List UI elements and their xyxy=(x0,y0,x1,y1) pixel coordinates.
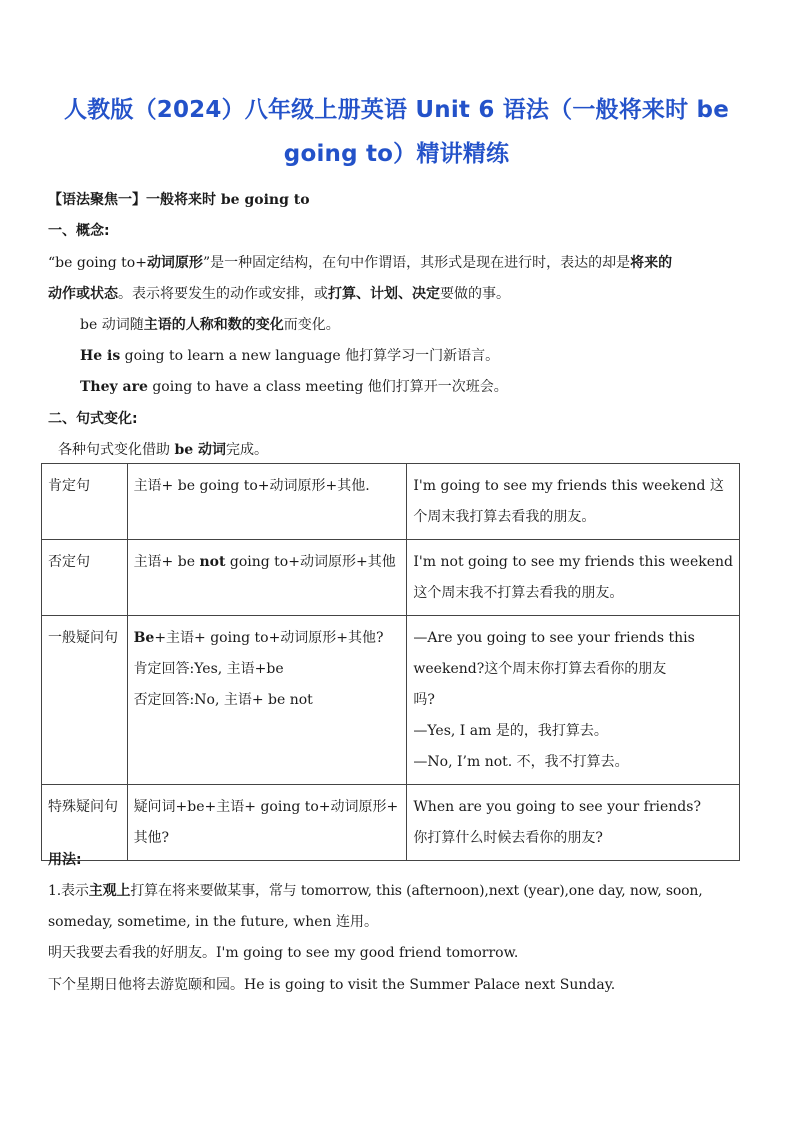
bold-span: Be xyxy=(133,630,155,646)
bold-span: He is xyxy=(80,348,121,364)
example-text: 这个周末我不打算去看我的朋友。 xyxy=(413,585,624,601)
text-span: going to learn a new language 他打算学习一门新语言。 xyxy=(120,348,500,364)
usage-heading: 用法: xyxy=(48,852,82,868)
bold-span: 主语的人称和数的变化 xyxy=(143,317,284,333)
bold-span: 将来的 xyxy=(630,255,673,271)
text-span: 打算在将来要做某事，常与 tomorrow, this (afternoon),next (year),one day, now, soon, xyxy=(130,883,703,899)
table-row xyxy=(42,464,740,540)
structure-text: 主语+ be going to+动词原形+其他. xyxy=(133,478,370,494)
text-span: going to+动词原形+其他 xyxy=(225,554,396,570)
bold-span: be 动词 xyxy=(174,442,227,458)
usage-paragraph-line-2: someday, sometime, in the future, when 连用。 xyxy=(48,914,378,930)
table-cell-structure xyxy=(127,540,407,616)
example-text: When are you going to see your friends? xyxy=(413,799,701,815)
text-span: 1.表示 xyxy=(48,883,89,899)
structure-text: 疑问词+be+主语+ going to+动词原形+ xyxy=(133,799,399,815)
example-text: 吗? xyxy=(413,692,435,708)
example-text: weekend?这个周末你打算去看你的朋友 xyxy=(413,661,667,677)
title-line-2: going to）精讲精练 xyxy=(283,141,510,167)
concept-paragraph-line-2 xyxy=(48,284,753,304)
example-text: I'm going to see my friends this weekend 这 xyxy=(413,478,724,494)
example-text: —No, I’m not. 不，我不打算去。 xyxy=(413,754,629,770)
text-span: ”是一种固定结构，在句中作谓语，其形式是现在进行时，表达的却是 xyxy=(202,255,631,271)
sentence-type-label: 否定句 xyxy=(48,554,90,570)
concept-paragraph-line-1 xyxy=(48,253,753,273)
title-line-1: 人教版（2024）八年级上册英语 Unit 6 语法（一般将来时 be xyxy=(63,97,730,123)
text-span: 而变化。 xyxy=(283,317,340,333)
bold-span: 动词原形 xyxy=(146,255,203,271)
bold-span: not xyxy=(199,554,226,570)
table-cell-type xyxy=(42,616,128,785)
table-cell-structure xyxy=(127,616,407,785)
document-title xyxy=(40,88,753,176)
structure-text: 其他? xyxy=(133,830,170,846)
focus-heading: 【语法聚焦一】一般将来时 be going to xyxy=(48,192,310,208)
text-span: going to have a class meeting 他们打算开一次班会。 xyxy=(147,379,508,395)
sentence-type-label: 一般疑问句 xyxy=(48,630,118,646)
example-text: —Are you going to see your friends this xyxy=(413,630,695,646)
sentence-type-label: 特殊疑问句 xyxy=(48,799,118,815)
bold-span: 动作或状态 xyxy=(48,286,118,302)
text-span: 主语+ be xyxy=(133,554,200,570)
text-span: 各种句式变化借助 xyxy=(58,442,175,458)
structure-text xyxy=(134,623,401,654)
example-text: I'm not going to see my friends this weekend xyxy=(413,554,733,570)
text-span: “be going to+ xyxy=(48,255,147,271)
negative-answer-text: 否定回答:No, 主语+ be not xyxy=(133,692,313,708)
usage-paragraph-line-1 xyxy=(48,881,753,901)
text-span: be 动词随 xyxy=(80,317,144,333)
usage-example-2: 下个星期日他将去游览颐和园。He is going to visit the Summer Palace next Sunday. xyxy=(48,977,616,993)
example-text: 个周末我打算去看我的朋友。 xyxy=(413,509,596,525)
text-span: +主语+ going to+动词原形+其他? xyxy=(154,630,384,646)
sentence-change-heading: 二、句式变化: xyxy=(48,411,138,427)
table-cell-structure xyxy=(127,464,407,540)
table-cell-example xyxy=(407,540,740,616)
table-cell-example xyxy=(407,464,740,540)
example-sentence-1 xyxy=(80,346,785,366)
sentence-pattern-table xyxy=(41,463,740,861)
text-span: 要做的事。 xyxy=(440,286,510,302)
concept-paragraph-line-3 xyxy=(80,315,785,335)
example-text: 你打算什么时候去看你的朋友? xyxy=(413,830,603,846)
text-span: 完成。 xyxy=(226,442,269,458)
affirmative-answer-text: 肯定回答:Yes, 主语+be xyxy=(133,661,284,677)
example-sentence-2 xyxy=(80,377,785,397)
usage-example-1: 明天我要去看我的好朋友。I'm going to see my good friend tomorrow. xyxy=(48,945,519,961)
table-cell-example xyxy=(407,616,740,785)
sentence-change-intro xyxy=(58,440,763,460)
table-row xyxy=(42,616,740,785)
bold-span: They are xyxy=(80,379,148,395)
sentence-type-label: 肯定句 xyxy=(48,478,90,494)
bold-span: 打算、计划、决定 xyxy=(328,286,440,302)
concept-heading: 一、概念: xyxy=(48,223,110,239)
example-text: —Yes, I am 是的，我打算去。 xyxy=(413,723,608,739)
structure-text xyxy=(134,547,401,578)
bold-span: 主观上 xyxy=(88,883,131,899)
table-row xyxy=(42,540,740,616)
table-cell-type xyxy=(42,464,128,540)
table-cell-type xyxy=(42,540,128,616)
text-span: 。表示将要发生的动作或安排，或 xyxy=(118,286,328,302)
